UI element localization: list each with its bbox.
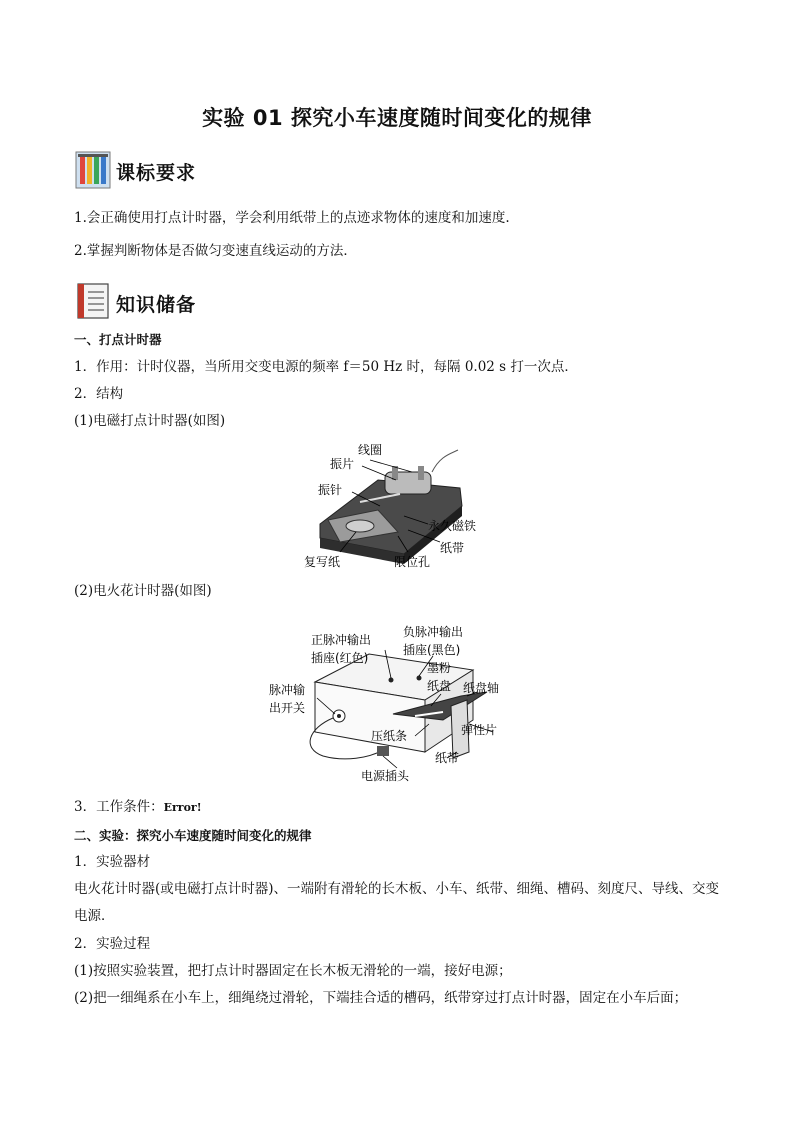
label-coil: 线圈: [358, 443, 383, 457]
item3-prefix: 3．工作条件：: [74, 799, 164, 815]
knowledge-item-3: [74, 797, 202, 818]
part2-title: 二、实验：探究小车速度随时间变化的规律: [74, 828, 312, 843]
part2-item: 1．实验器材: [74, 854, 151, 870]
label-axle: 纸盘轴: [463, 681, 500, 695]
knowledge-item: 2．结构: [74, 386, 124, 402]
label-carbon: 复写纸: [304, 555, 341, 569]
figure-spark-timer: [265, 620, 505, 785]
knowledge-item: 1．作用：计时仪器，当所用交变电源的频率 f＝50 Hz 时，每隔 0.02 s 打一次点．: [74, 359, 578, 375]
label-switch-1: 脉冲输: [269, 683, 306, 697]
part2-step: (1)按照实验装置，把打点计时器固定在长木板无滑轮的一端，接好电源；: [74, 963, 512, 979]
item3-error: Error!: [163, 801, 202, 814]
label-pos-socket-2: 插座(红色): [311, 651, 369, 665]
label-neg-socket-2: 插座(黑色): [403, 643, 461, 657]
label-tape: 纸带: [440, 541, 465, 555]
knowledge-subitem: (2)电火花计时器(如图): [74, 583, 212, 599]
test-tubes-icon: [74, 148, 114, 190]
label-tape-2: 纸带: [435, 751, 460, 765]
label-plug: 电源插头: [361, 769, 410, 783]
label-hole: 限位孔: [394, 555, 431, 569]
label-needle: 振针: [318, 483, 343, 497]
requirement-item: 1.会正确使用打点计时器，学会利用纸带上的点迹求物体的速度和加速度.: [74, 210, 510, 226]
requirement-item: 2.掌握判断物体是否做匀变速直线运动的方法．: [74, 243, 357, 259]
figure-electromagnetic-timer: [300, 436, 510, 576]
part2-item: 2．实验过程: [74, 936, 151, 952]
page-title: 实验 01 探究小车速度随时间变化的规律: [202, 106, 592, 130]
section-heading-knowledge: [74, 280, 214, 324]
book-icon: [74, 280, 114, 322]
label-reed: 振片: [330, 457, 355, 471]
section-heading-knowledge-text: 知识储备: [116, 294, 197, 316]
section-heading-requirements-text: 课标要求: [116, 162, 197, 184]
knowledge-subitem: (1)电磁打点计时器(如图): [74, 413, 226, 429]
label-ink-2: 纸盘: [427, 679, 452, 693]
part2-materials: 电火花计时器(或电磁打点计时器)、一端附有滑轮的长木板、小车、纸带、细绳、槽码、刻度尺、导线、交变电源．: [74, 881, 720, 924]
label-pos-socket-1: 正脉冲输出: [311, 633, 372, 647]
label-neg-socket-1: 负脉冲输出: [403, 625, 464, 639]
part1-title: 一、打点计时器: [74, 332, 162, 347]
label-magnet: 永久磁铁: [428, 519, 477, 533]
label-press: 压纸条: [371, 729, 408, 743]
section-heading-requirements: [74, 148, 214, 192]
label-spring: 弹性片: [461, 723, 498, 737]
label-switch-2: 出开关: [269, 701, 306, 715]
part2-step: (2)把一细绳系在小车上，细绳绕过滑轮，下端挂合适的槽码，纸带穿过打点计时器，固定在小车后面；: [74, 990, 688, 1006]
label-ink-1: 墨粉: [427, 661, 452, 675]
